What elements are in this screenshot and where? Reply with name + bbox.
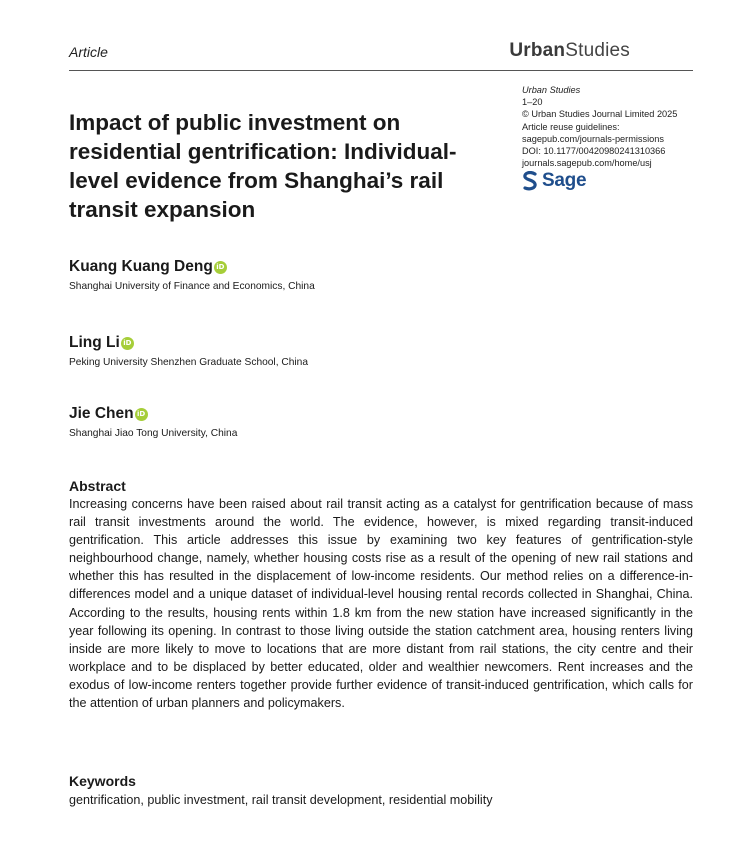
- author-block: [69, 258, 315, 292]
- meta-pages: 1–20: [522, 97, 543, 108]
- author-affiliation: Shanghai University of Finance and Economics, China: [69, 281, 315, 292]
- keywords-text: gentrification, public investment, rail transit development, residential mobility: [69, 793, 493, 807]
- header-rule: [69, 70, 693, 71]
- article-title: Impact of public investment on residential gentrification: Individual-level evidence from Shanghai’s rail transit expansion: [69, 110, 457, 222]
- abstract-text: Increasing concerns have been raised about rail transit acting as a catalyst for gentrification because of mass rail transit investments around the world. The evidence, however, is mixed regarding transit-induced gentrification. This article addresses this issue by examining two key features of gentrification-style neighbourhood change, namely, whether housing costs rise as a result of the opening of new rail stations and whether this has resulted in the displacement of low-income residents. Our method relies on a difference-in-differences model and a unique dataset of individual-level housing rental records collected in Shanghai, China. According to the results, housing rents within 1.8 km from the new station have increased significantly in the year following its opening. In contrast to those living outside the station catchment area, housing renters living inside are more likely to move to locations that are more distant from rail stations, the city centre and their workplace and to be displaced by better educated, older and wealthier newcomers. Rent increases and the exodus of low-income renters together provide further evidence of transit-induced gentrification, which calls for the attention of urban planners and policymakers.: [69, 497, 693, 711]
- brand-second-word: Studies: [565, 40, 630, 61]
- meta-home-link[interactable]: journals.sagepub.com/home/usj: [522, 158, 652, 169]
- journal-brand-logo: [509, 40, 630, 62]
- meta-copyright: © Urban Studies Journal Limited 2025: [522, 109, 678, 120]
- orcid-icon[interactable]: iD: [214, 261, 227, 274]
- meta-journal: Urban Studies: [522, 85, 581, 95]
- author-block: [69, 334, 308, 368]
- sage-logo: [522, 171, 722, 191]
- sage-mark-icon: [522, 171, 538, 191]
- author-name: [69, 258, 315, 276]
- author-block: [69, 405, 237, 439]
- author-affiliation: Peking University Shenzhen Graduate School, China: [69, 357, 308, 368]
- author-name: [69, 405, 237, 423]
- author-name-text: Kuang Kuang Deng: [69, 258, 213, 275]
- author-affiliation: Shanghai Jiao Tong University, China: [69, 428, 238, 439]
- meta-reuse-link[interactable]: sagepub.com/journals-permissions: [522, 133, 664, 144]
- orcid-icon[interactable]: iD: [121, 337, 134, 350]
- article-type-label: Article: [69, 44, 108, 60]
- author-name-text: Jie Chen: [69, 405, 134, 422]
- sage-wordmark: Sage: [542, 170, 587, 192]
- brand-first-word: Urban: [509, 40, 566, 61]
- meta-doi[interactable]: DOI: 10.1177/00420980241310366: [522, 146, 666, 157]
- abstract-heading: Abstract: [69, 478, 126, 494]
- publication-meta: [522, 84, 722, 191]
- author-name-text: Ling Li: [69, 334, 120, 351]
- meta-reuse: Article reuse guidelines:: [522, 121, 620, 132]
- keywords-heading: Keywords: [69, 773, 136, 789]
- orcid-icon[interactable]: iD: [135, 408, 148, 421]
- author-name: [69, 334, 308, 352]
